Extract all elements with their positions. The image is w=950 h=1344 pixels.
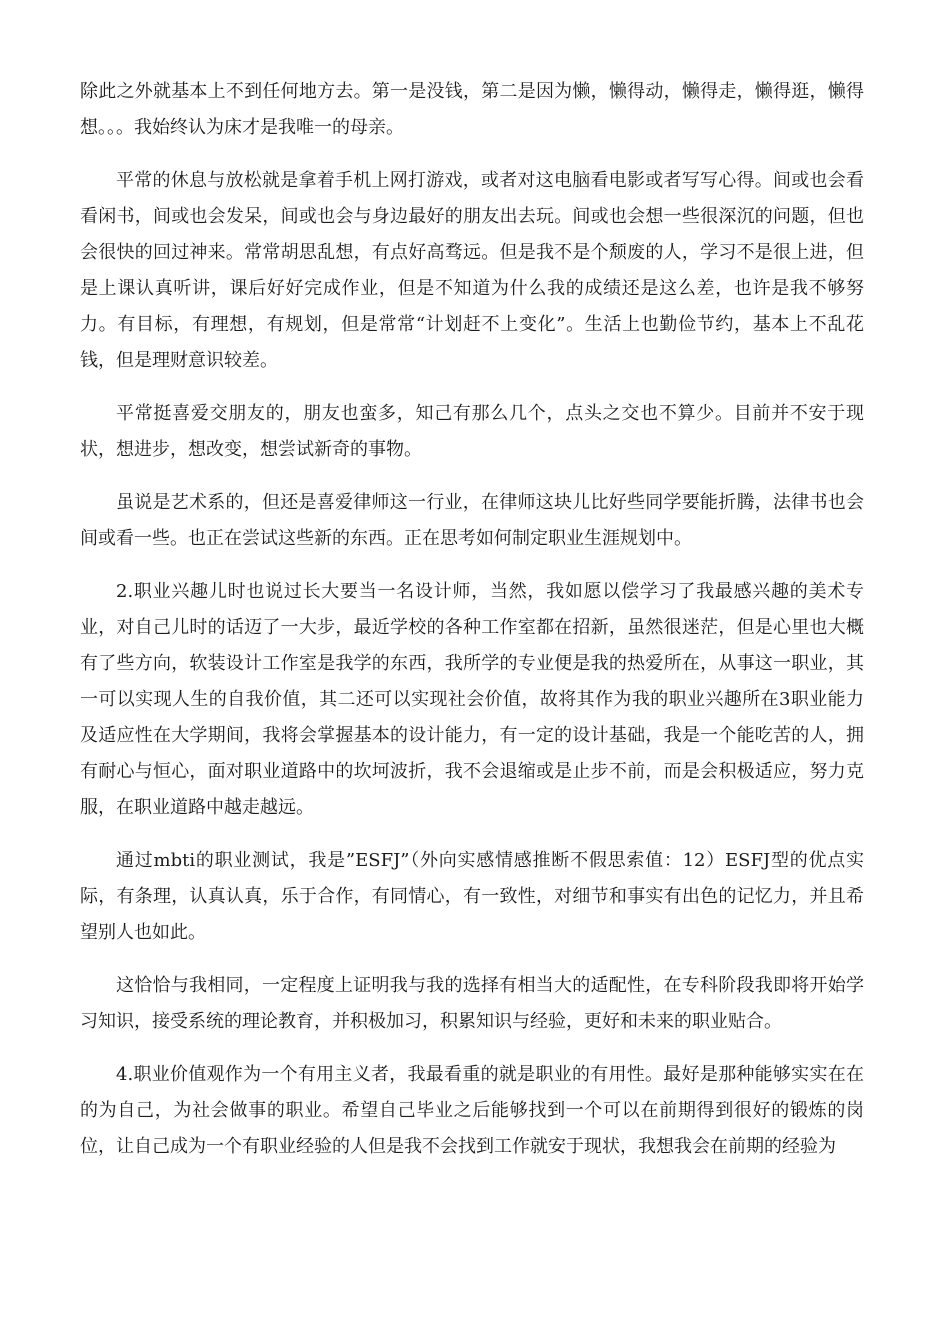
- document-page: [80, 74, 864, 1182]
- paragraph: 虽说是艺术系的，但还是喜爱律师这一行业，在律师这块儿比好些同学要能折腾，法律书也会间或看一些。也正在尝试这些新的东西。正在思考如何制定职业生涯规划中。: [80, 492, 864, 549]
- paragraph: 这恰恰与我相同，一定程度上证明我与我的选择有相当大的适配性，在专科阶段我即将开始学习知识，接受系统的理论教育，并积极加习，积累知识与经验，更好和未来的职业贴合。: [80, 975, 864, 1032]
- paragraph: 4.职业价值观作为一个有用主义者，我最看重的就是职业的有用性。最好是那种能够实实在在的为自己，为社会做事的职业。希望自己毕业之后能够找到一个可以在前期得到很好的锻炼的岗位，让自己成为一个有职业经验的人但是我不会找到工作就安于现状，我想我会在前期的经验为: [80, 1064, 864, 1157]
- paragraph: 平常挺喜爱交朋友的，朋友也蛮多，知己有那么几个，点头之交也不算少。目前并不安于现状，想进步，想改变，想尝试新奇的事物。: [80, 403, 864, 460]
- paragraph: 平常的休息与放松就是拿着手机上网打游戏，或者对这电脑看电影或者写写心得。间或也会看看闲书，间或也会发呆，间或也会与身边最好的朋友出去玩。间或也会想一些很深沉的问题，但也会很快的回过神来。常常胡思乱想，有点好高骛远。但是我不是个颓废的人，学习不是很上进，但是上课认真听讲，课后好好完成作业，但是不知道为什么我的成绩还是这么差，也许是我不够努力。有目标，有理想，有规划，但是常常“计划赶不上变化”。生活上也勤俭节约，基本上不乱花钱，但是理财意识较差。: [80, 170, 864, 371]
- paragraph: 通过mbti的职业测试，我是”ESFJ”（外向实感情感推断不假思索值：12）ESFJ型的优点实际，有条理，认真认真，乐于合作，有同情心，有一致性，对细节和事实有出色的记忆力，并且希望别人也如此。: [80, 850, 864, 943]
- paragraph: 除此之外就基本上不到任何地方去。第一是没钱，第二是因为懒，懒得动，懒得走，懒得逛，懒得想。。。我始终认为床才是我唯一的母亲。: [80, 81, 864, 138]
- paragraph: 2.职业兴趣儿时也说过长大要当一名设计师，当然，我如愿以偿学习了我最感兴趣的美术专业，对自己儿时的话迈了一大步，最近学校的各种工作室都在招新，虽然很迷茫，但是心里也大概有了些方向，软装设计工作室是我学的东西，我所学的专业便是我的热爱所在，从事这一职业，其一可以实现人生的自我价值，其二还可以实现社会价值，故将其作为我的职业兴趣所在3职业能力及适应性在大学期间，我将会掌握基本的设计能力，有一定的设计基础，我是一个能吃苦的人，拥有耐心与恒心，面对职业道路中的坎坷波折，我不会退缩或是止步不前，而是会积极适应，努力克服，在职业道路中越走越远。: [80, 581, 864, 818]
